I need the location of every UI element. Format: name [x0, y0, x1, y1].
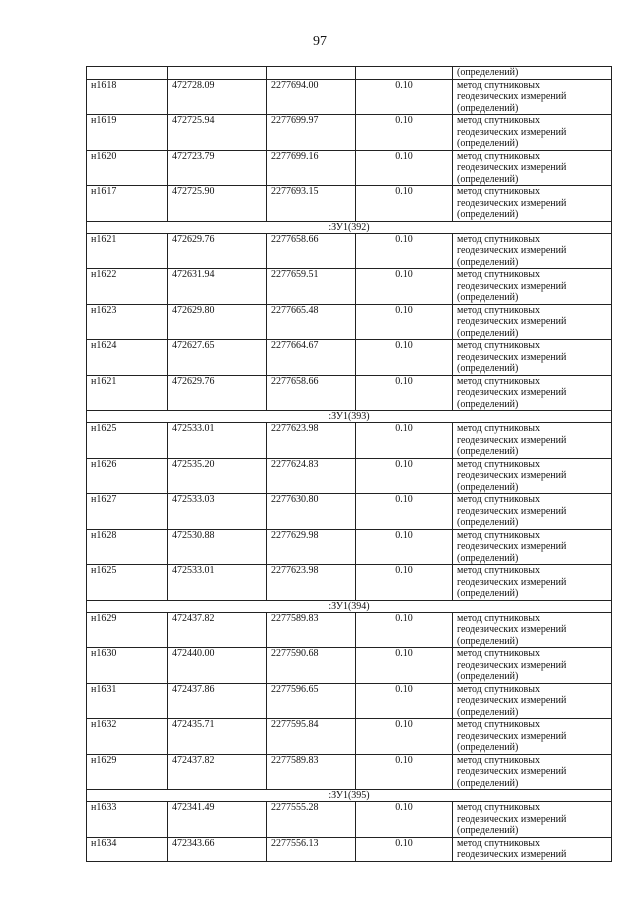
y-coordinate-cell	[267, 67, 356, 80]
method-text-line: метод спутниковых	[457, 458, 540, 470]
method-text-line: (определений)	[457, 398, 519, 410]
method-text-line: метод спутниковых	[457, 304, 540, 316]
point-name-cell: н1631	[87, 683, 168, 719]
point-name-cell: н1621	[87, 233, 168, 269]
accuracy-cell: 0.10	[356, 423, 453, 459]
x-coordinate-cell: 472437.82	[168, 612, 267, 648]
y-coordinate-cell: 2277699.16	[267, 150, 356, 186]
x-coordinate-cell: 472629.76	[168, 233, 267, 269]
method-text-line: (определений)	[457, 706, 519, 718]
method-text-line: геодезических измерений	[457, 162, 567, 173]
point-name-cell: н1627	[87, 494, 168, 530]
method-cell	[453, 565, 612, 601]
y-coordinate-cell: 2277694.00	[267, 79, 356, 115]
method-text-line: (определений)	[457, 481, 519, 493]
y-coordinate-cell: 2277556.13	[267, 837, 356, 861]
x-coordinate-cell: 472723.79	[168, 150, 267, 186]
x-coordinate-cell: 472341.49	[168, 802, 267, 838]
y-coordinate-cell: 2277658.66	[267, 375, 356, 411]
method-text-line: метод спутниковых	[457, 494, 540, 505]
accuracy-cell: 0.10	[356, 233, 453, 269]
method-text-line: (определений)	[457, 209, 519, 220]
method-text-line: геодезических измерений	[457, 470, 567, 481]
accuracy-cell: 0.10	[356, 802, 453, 838]
method-cell	[453, 340, 612, 376]
table-row	[87, 423, 612, 459]
table-row	[87, 233, 612, 269]
y-coordinate-cell: 2277555.28	[267, 802, 356, 838]
coordinates-table-body	[87, 67, 612, 862]
accuracy-cell: 0.10	[356, 340, 453, 376]
coordinates-table	[86, 66, 612, 862]
point-name-cell: н1622	[87, 269, 168, 305]
x-coordinate-cell: 472437.86	[168, 683, 267, 719]
accuracy-cell: 0.10	[356, 612, 453, 648]
method-text-line: (определений)	[457, 777, 519, 789]
method-cell	[453, 269, 612, 305]
page-number: 97	[313, 34, 327, 49]
section-header-row	[87, 411, 612, 423]
method-cell	[453, 612, 612, 648]
section-title: :ЗУ1(395)	[87, 790, 612, 802]
method-text-line: геодезических измерений	[457, 541, 567, 552]
point-name-cell: н1623	[87, 304, 168, 340]
point-name-cell: н1629	[87, 612, 168, 648]
method-text-line: (определений)	[457, 173, 519, 185]
method-text-line: (определений)	[457, 138, 519, 149]
method-cell	[453, 186, 612, 222]
table-row	[87, 683, 612, 719]
table-row	[87, 269, 612, 305]
method-cell	[453, 79, 612, 115]
method-cell	[453, 529, 612, 565]
method-text-line: метод спутниковых	[457, 683, 540, 695]
method-text-line: геодезических измерений	[457, 695, 567, 706]
y-coordinate-cell: 2277630.80	[267, 494, 356, 530]
method-cell	[453, 802, 612, 838]
table-row	[87, 67, 612, 80]
method-cell	[453, 375, 612, 411]
method-text-line: геодезических измерений	[457, 576, 567, 588]
method-text-line: (определений)	[457, 825, 519, 836]
table-row	[87, 150, 612, 186]
method-text-line: геодезических измерений	[457, 766, 567, 777]
method-text-line: геодезических измерений	[457, 624, 567, 635]
method-text-line: (определений)	[457, 671, 519, 682]
method-cell	[453, 304, 612, 340]
x-coordinate-cell: 472725.90	[168, 186, 267, 222]
method-text-line: метод спутниковых	[457, 186, 540, 197]
accuracy-cell: 0.10	[356, 565, 453, 601]
accuracy-cell: 0.10	[356, 837, 453, 861]
x-coordinate-cell: 472440.00	[168, 648, 267, 684]
method-text-line: геодезических измерений	[457, 351, 567, 363]
x-coordinate-cell: 472631.94	[168, 269, 267, 305]
y-coordinate-cell: 2277665.48	[267, 304, 356, 340]
y-coordinate-cell: 2277659.51	[267, 269, 356, 305]
y-coordinate-cell: 2277590.68	[267, 648, 356, 684]
section-title: :ЗУ1(392)	[87, 221, 612, 233]
method-text-line: (определений)	[457, 102, 519, 114]
method-text-line: метод спутниковых	[457, 529, 540, 541]
table-row	[87, 494, 612, 530]
accuracy-cell: 0.10	[356, 304, 453, 340]
x-coordinate-cell	[168, 67, 267, 80]
method-cell	[453, 648, 612, 684]
method-text-line: (определений)	[457, 635, 519, 647]
method-text-line: (определений)	[457, 292, 519, 303]
table-row	[87, 648, 612, 684]
x-coordinate-cell: 472629.76	[168, 375, 267, 411]
point-name-cell: н1626	[87, 458, 168, 494]
method-text-line: (определений)	[457, 363, 519, 374]
accuracy-cell: 0.10	[356, 115, 453, 151]
point-name-cell: н1617	[87, 186, 168, 222]
method-cell	[453, 150, 612, 186]
method-text-line: геодезических измерений	[457, 505, 567, 517]
table-row	[87, 612, 612, 648]
point-name-cell: н1625	[87, 565, 168, 601]
y-coordinate-cell: 2277623.98	[267, 565, 356, 601]
method-text-line: метод спутниковых	[457, 648, 540, 659]
method-text-line: геодезических измерений	[457, 91, 567, 102]
method-text-line: геодезических измерений	[457, 659, 567, 671]
method-text-line: метод спутниковых	[457, 269, 540, 280]
y-coordinate-cell: 2277589.83	[267, 612, 356, 648]
y-coordinate-cell: 2277624.83	[267, 458, 356, 494]
method-text-line: геодезических измерений	[457, 126, 567, 138]
table-row	[87, 304, 612, 340]
method-cell	[453, 423, 612, 459]
method-text-line: геодезических измерений	[457, 197, 567, 209]
method-cell	[453, 458, 612, 494]
method-text-line: метод спутниковых	[457, 150, 540, 162]
method-cell	[453, 683, 612, 719]
x-coordinate-cell: 472629.80	[168, 304, 267, 340]
accuracy-cell: 0.10	[356, 269, 453, 305]
table-row	[87, 79, 612, 115]
x-coordinate-cell: 472435.71	[168, 719, 267, 755]
method-text-line: геодезических измерений	[457, 387, 567, 398]
point-name-cell	[87, 67, 168, 80]
table-row	[87, 340, 612, 376]
point-name-cell: н1629	[87, 754, 168, 790]
method-text-line: геодезических измерений	[457, 280, 567, 292]
table-row	[87, 186, 612, 222]
x-coordinate-cell: 472437.82	[168, 754, 267, 790]
method-cell: (определений)	[453, 67, 612, 80]
accuracy-cell: 0.10	[356, 648, 453, 684]
y-coordinate-cell: 2277693.15	[267, 186, 356, 222]
x-coordinate-cell: 472533.01	[168, 423, 267, 459]
point-name-cell: н1630	[87, 648, 168, 684]
method-text-line: геодезических измерений	[457, 316, 567, 327]
method-text-line: метод спутниковых	[457, 423, 540, 434]
method-text-line: метод спутниковых	[457, 233, 540, 245]
accuracy-cell: 0.10	[356, 79, 453, 115]
accuracy-cell: 0.10	[356, 719, 453, 755]
accuracy-cell: 0.10	[356, 754, 453, 790]
method-text-line: метод спутниковых	[457, 719, 540, 730]
method-text-line: геодезических измерений	[457, 434, 567, 446]
accuracy-cell	[356, 67, 453, 80]
method-text-line: метод спутниковых	[457, 612, 540, 624]
section-title: :ЗУ1(394)	[87, 600, 612, 612]
accuracy-cell: 0.10	[356, 186, 453, 222]
point-name-cell: н1628	[87, 529, 168, 565]
method-text-line: метод спутниковых	[457, 565, 540, 576]
table-row	[87, 375, 612, 411]
point-name-cell: н1620	[87, 150, 168, 186]
method-cell	[453, 233, 612, 269]
point-name-cell: н1625	[87, 423, 168, 459]
section-title: :ЗУ1(393)	[87, 411, 612, 423]
y-coordinate-cell: 2277658.66	[267, 233, 356, 269]
method-cell	[453, 719, 612, 755]
method-cell	[453, 754, 612, 790]
accuracy-cell: 0.10	[356, 150, 453, 186]
method-text-line: метод спутниковых	[457, 79, 540, 91]
accuracy-cell: 0.10	[356, 375, 453, 411]
x-coordinate-cell: 472343.66	[168, 837, 267, 861]
method-cell	[453, 837, 612, 861]
accuracy-cell: 0.10	[356, 683, 453, 719]
y-coordinate-cell: 2277699.97	[267, 115, 356, 151]
method-text-line: (определений)	[457, 552, 519, 564]
method-text-line: геодезических измерений	[457, 813, 567, 825]
section-header-row	[87, 221, 612, 233]
method-text-line: метод спутниковых	[457, 837, 540, 849]
table-row	[87, 802, 612, 838]
method-text-line: геодезических измерений	[457, 245, 567, 256]
method-text-line: (определений)	[457, 588, 519, 599]
accuracy-cell: 0.10	[356, 458, 453, 494]
point-name-cell: н1619	[87, 115, 168, 151]
method-text-line: (определений)	[457, 446, 519, 457]
y-coordinate-cell: 2277596.65	[267, 683, 356, 719]
table-row	[87, 458, 612, 494]
table-row	[87, 837, 612, 861]
point-name-cell: н1624	[87, 340, 168, 376]
x-coordinate-cell: 472535.20	[168, 458, 267, 494]
point-name-cell: н1618	[87, 79, 168, 115]
x-coordinate-cell: 472530.88	[168, 529, 267, 565]
point-name-cell: н1634	[87, 837, 168, 861]
method-text-line: метод спутниковых	[457, 340, 540, 351]
method-text-line: метод спутниковых	[457, 115, 540, 126]
section-header-row	[87, 600, 612, 612]
x-coordinate-cell: 472533.01	[168, 565, 267, 601]
y-coordinate-cell: 2277595.84	[267, 719, 356, 755]
point-name-cell: н1632	[87, 719, 168, 755]
table-row	[87, 529, 612, 565]
x-coordinate-cell: 472627.65	[168, 340, 267, 376]
method-cell	[453, 115, 612, 151]
table-row	[87, 115, 612, 151]
method-text-line: геодезических измерений	[457, 730, 567, 742]
method-text-line: метод спутниковых	[457, 754, 540, 766]
method-text-line: метод спутниковых	[457, 375, 540, 387]
method-text-line: (определений)	[457, 517, 519, 528]
y-coordinate-cell: 2277664.67	[267, 340, 356, 376]
method-text-line: (определений)	[457, 327, 519, 339]
x-coordinate-cell: 472728.09	[168, 79, 267, 115]
x-coordinate-cell: 472725.94	[168, 115, 267, 151]
point-name-cell: н1633	[87, 802, 168, 838]
y-coordinate-cell: 2277589.83	[267, 754, 356, 790]
method-text-line: метод спутниковых	[457, 802, 540, 813]
accuracy-cell: 0.10	[356, 529, 453, 565]
method-text-line: (определений)	[457, 742, 519, 753]
y-coordinate-cell: 2277629.98	[267, 529, 356, 565]
table-row	[87, 565, 612, 601]
y-coordinate-cell: 2277623.98	[267, 423, 356, 459]
method-text-line: (определений)	[457, 256, 519, 268]
section-header-row	[87, 790, 612, 802]
table-row	[87, 754, 612, 790]
point-name-cell: н1621	[87, 375, 168, 411]
method-text-line: геодезических измерений	[457, 849, 567, 860]
accuracy-cell: 0.10	[356, 494, 453, 530]
table-row	[87, 719, 612, 755]
x-coordinate-cell: 472533.03	[168, 494, 267, 530]
method-cell	[453, 494, 612, 530]
